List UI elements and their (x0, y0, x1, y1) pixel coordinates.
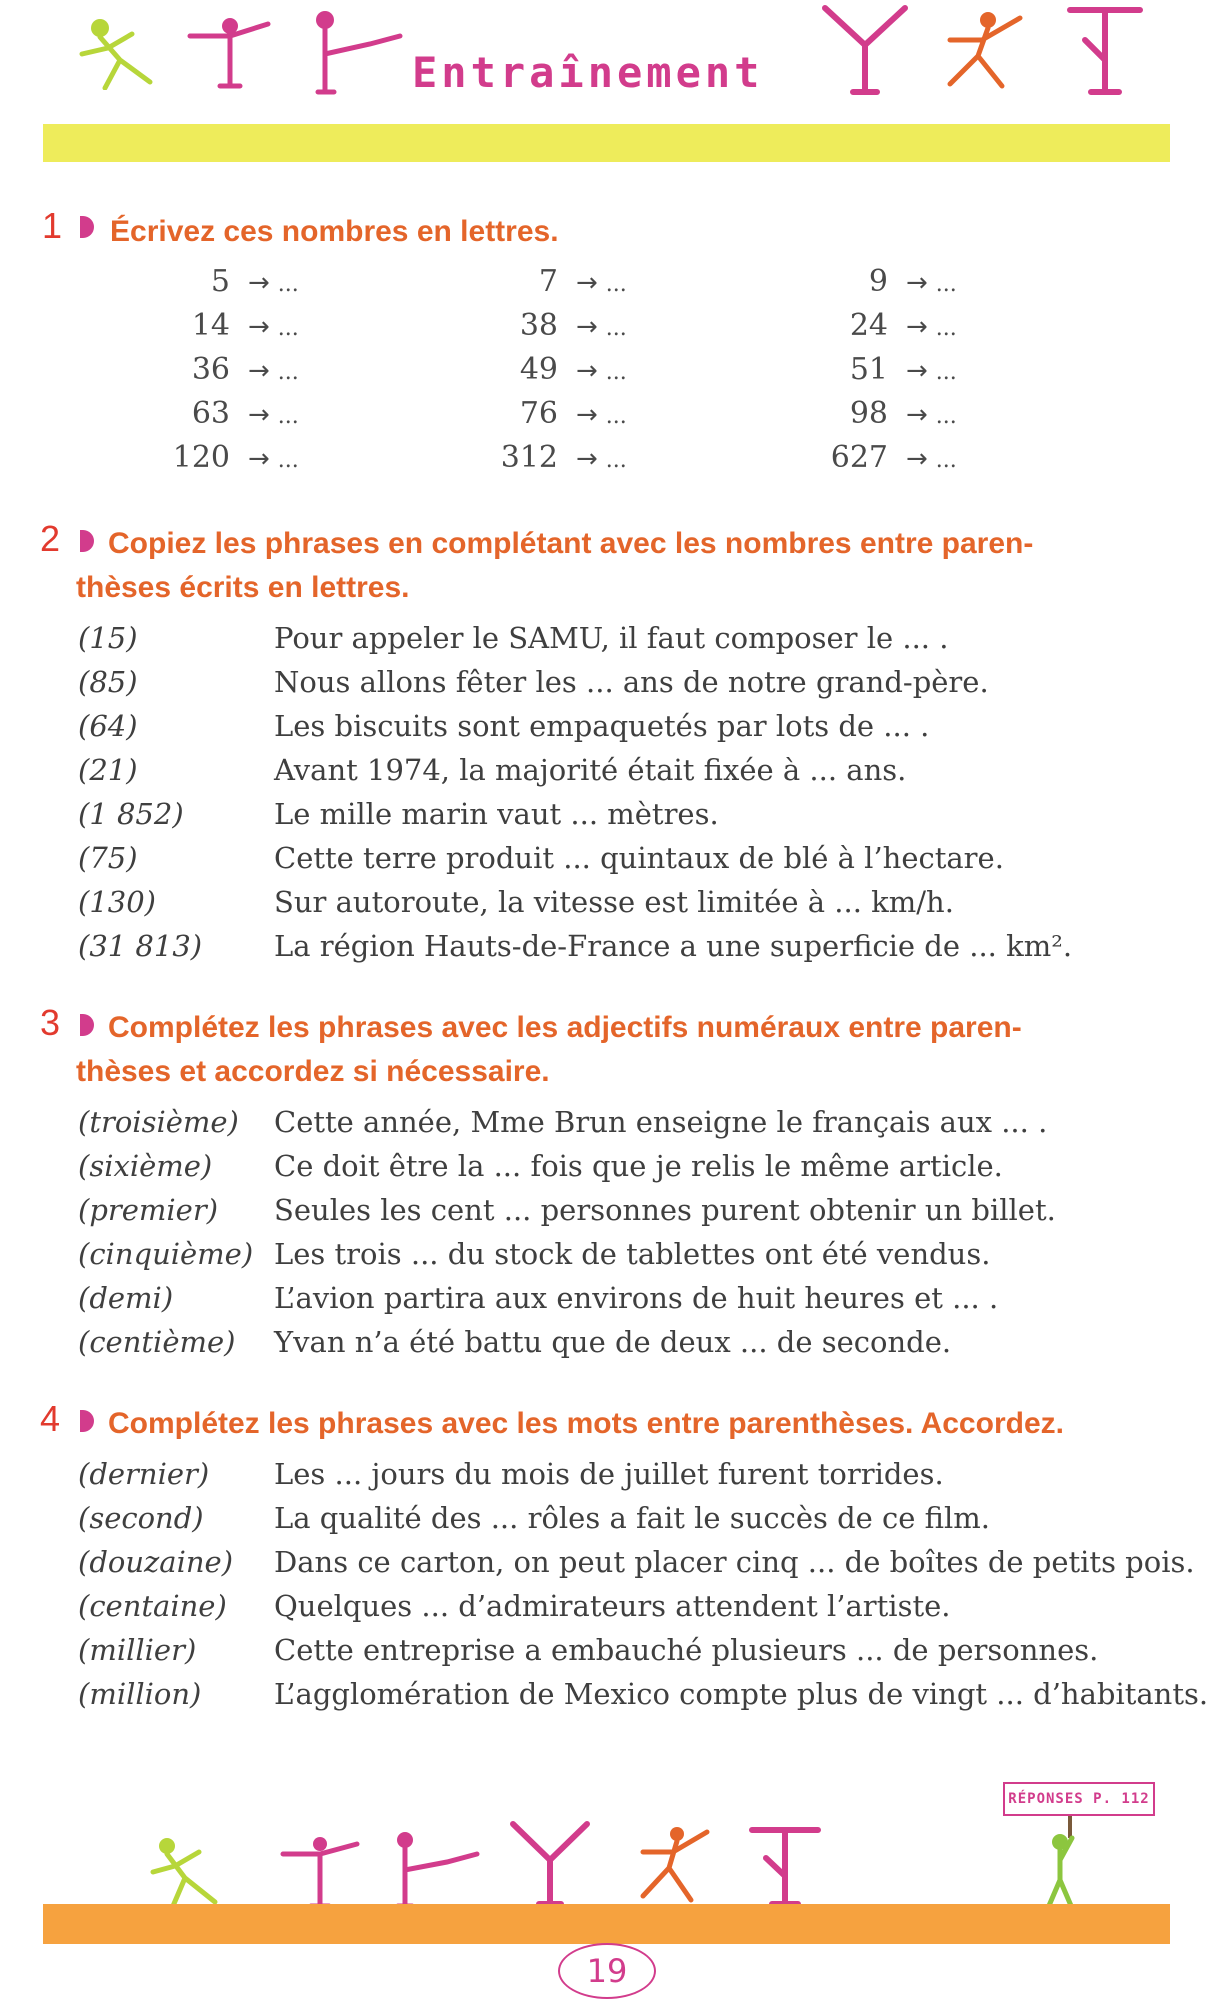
exercise-number: 1 (42, 205, 63, 246)
sentence: Les biscuits sont empaquetés par lots de ... . (274, 709, 930, 743)
hint: (21) (78, 753, 138, 787)
number-value: 38 (519, 308, 558, 343)
acrobat-figure-icon (625, 1822, 715, 1910)
number-value: 627 (830, 440, 888, 475)
sentence-row (78, 792, 1178, 836)
number-value: 63 (191, 396, 230, 431)
hint: (million) (78, 1677, 202, 1711)
blank: ... (605, 404, 627, 429)
acrobat-figure-icon (145, 1830, 235, 1910)
acrobat-figure-icon (815, 0, 915, 100)
number-item (160, 438, 299, 478)
sentence: Cette année, Mme Brun enseigne le français aux ... . (274, 1105, 1048, 1139)
arrow-icon: → (576, 356, 598, 386)
hint: (130) (78, 885, 156, 919)
arrow-icon: → (906, 268, 928, 298)
exercise-instruction: Copiez les phrases en complétant avec les nombres entre paren- (108, 527, 1034, 560)
blank: ... (935, 448, 957, 473)
sentence-row (78, 1320, 1178, 1364)
number-value: 120 (172, 440, 230, 475)
number-value: 76 (519, 396, 558, 431)
acrobat-figure-icon (70, 10, 170, 90)
acrobat-figure-icon (300, 4, 410, 99)
exercise-instruction: Écrivez ces nombres en lettres. (110, 215, 559, 248)
blank: ... (605, 360, 627, 385)
exercise-instruction-continued: thèses écrits en lettres. (76, 571, 410, 604)
exercise-instruction: Complétez les phrases avec les mots entre parenthèses. Accordez. (108, 1407, 1064, 1440)
number-item (488, 262, 627, 302)
sentence-row (78, 1496, 1178, 1540)
blank: ... (277, 316, 299, 341)
arrow-icon: → (906, 400, 928, 430)
number-item (488, 438, 627, 478)
arrow-icon: → (248, 356, 270, 386)
blank: ... (935, 272, 957, 297)
sentence-row (78, 1232, 1178, 1276)
header-band (43, 124, 1170, 162)
sentence: Pour appeler le SAMU, il faut composer le ... . (274, 621, 949, 655)
arrow-icon: → (248, 444, 270, 474)
blank: ... (605, 316, 627, 341)
hint: (millier) (78, 1633, 197, 1667)
sentence-row (78, 660, 1178, 704)
number-value: 5 (210, 264, 230, 299)
arrow-icon: → (906, 356, 928, 386)
number-value: 9 (868, 264, 888, 299)
sentence: Le mille marin vaut ... mètres. (274, 797, 719, 831)
sentence: Quelques ... d’admirateurs attendent l’artiste. (274, 1589, 951, 1623)
sentence: Nous allons fêter les ... ans de notre grand-père. (274, 665, 989, 699)
acrobat-figure-icon (385, 1826, 485, 1910)
blank: ... (605, 272, 627, 297)
exercise-number: 4 (40, 1398, 61, 1439)
number-value: 49 (519, 352, 558, 387)
number-item (160, 262, 299, 302)
exercise-marker-icon (80, 530, 94, 552)
hint: (dernier) (78, 1457, 210, 1491)
number-item (488, 306, 627, 346)
acrobat-figure-icon (1055, 0, 1155, 100)
arrow-icon: → (576, 268, 598, 298)
sentence: Avant 1974, la majorité était fixée à ... ans. (274, 753, 907, 787)
number-item (818, 438, 957, 478)
blank: ... (935, 316, 957, 341)
page-title: Entraînement (412, 48, 764, 97)
hint: (31 813) (78, 929, 203, 963)
sentence: Les ... jours du mois de juillet furent torrides. (274, 1457, 944, 1491)
sentence-row (78, 704, 1178, 748)
sentence: Seules les cent ... personnes purent obtenir un billet. (274, 1193, 1056, 1227)
sentence-row (78, 1188, 1178, 1232)
arrow-icon: → (248, 268, 270, 298)
sentence: L’avion partira aux environs de huit heures et ... . (274, 1281, 999, 1315)
number-value: 36 (191, 352, 230, 387)
acrobat-figure-icon (180, 6, 280, 96)
sentence: Cette entreprise a embauché plusieurs ... de personnes. (274, 1633, 1099, 1667)
sentence-row (78, 1452, 1178, 1496)
arrow-icon: → (906, 312, 928, 342)
number-item (818, 306, 957, 346)
acrobat-figure-icon (275, 1826, 365, 1910)
number-item (160, 394, 299, 434)
number-item (488, 394, 627, 434)
acrobat-figure-icon (930, 6, 1030, 96)
blank: ... (277, 272, 299, 297)
acrobat-figure-icon (740, 1822, 830, 1910)
acrobat-figure-icon (505, 1818, 595, 1910)
blank: ... (277, 360, 299, 385)
number-item (160, 306, 299, 346)
blank: ... (935, 404, 957, 429)
arrow-icon: → (576, 444, 598, 474)
hint: (centième) (78, 1325, 236, 1359)
hint: (1 852) (78, 797, 184, 831)
number-value: 312 (500, 440, 558, 475)
arrow-icon: → (248, 400, 270, 430)
number-item (818, 350, 957, 390)
hint: (cinquième) (78, 1237, 254, 1271)
exercise-marker-icon (80, 216, 94, 238)
sentence-row (78, 1672, 1209, 1716)
sentence-row (78, 924, 1178, 968)
hint: (85) (78, 665, 138, 699)
answers-reference: RÉPONSES P. 112 (1003, 1782, 1155, 1816)
hint: (sixième) (78, 1149, 213, 1183)
footer-band (43, 1904, 1170, 1944)
number-value: 24 (849, 308, 888, 343)
sentence-row (78, 616, 1178, 660)
arrow-icon: → (576, 312, 598, 342)
hint: (second) (78, 1501, 204, 1535)
number-value: 7 (538, 264, 558, 299)
page-number: 19 (558, 1943, 656, 1999)
exercise-marker-icon (80, 1410, 94, 1432)
sign-holder-figure-icon (1038, 1808, 1098, 1912)
sentence: Ce doit être la ... fois que je relis le même article. (274, 1149, 1003, 1183)
sentence: Yvan n’a été battu que de deux ... de seconde. (274, 1325, 952, 1359)
exercise-number: 2 (40, 518, 61, 559)
hint: (centaine) (78, 1589, 227, 1623)
hint: (troisième) (78, 1105, 239, 1139)
exercise-number: 3 (40, 1002, 61, 1043)
blank: ... (605, 448, 627, 473)
hint: (64) (78, 709, 138, 743)
exercise-instruction-continued: thèses et accordez si nécessaire. (76, 1055, 550, 1088)
sentence-row (78, 1100, 1178, 1144)
hint: (premier) (78, 1193, 219, 1227)
number-item (818, 394, 957, 434)
exercise-instruction: Complétez les phrases avec les adjectifs numéraux entre paren- (108, 1011, 1022, 1044)
sentence: L’agglomération de Mexico compte plus de vingt ... d’habitants. (274, 1677, 1209, 1711)
sentence: Les trois ... du stock de tablettes ont été vendus. (274, 1237, 991, 1271)
sentence-row (78, 1540, 1195, 1584)
sentence-row (78, 1144, 1178, 1188)
hint: (75) (78, 841, 138, 875)
number-item (488, 350, 627, 390)
number-value: 14 (191, 308, 230, 343)
blank: ... (277, 404, 299, 429)
exercise-marker-icon (80, 1014, 94, 1036)
blank: ... (277, 448, 299, 473)
sentence: La région Hauts-de-France a une superficie de ... km². (274, 929, 1073, 963)
sentence: Dans ce carton, on peut placer cinq ... de boîtes de petits pois. (274, 1545, 1195, 1579)
number-value: 51 (849, 352, 888, 387)
number-item (160, 350, 299, 390)
arrow-icon: → (248, 312, 270, 342)
number-value: 98 (849, 396, 888, 431)
hint: (15) (78, 621, 138, 655)
sentence-row (78, 1628, 1178, 1672)
sentence: La qualité des ... rôles a fait le succès de ce film. (274, 1501, 990, 1535)
sentence-row (78, 748, 1178, 792)
arrow-icon: → (576, 400, 598, 430)
sentence-row (78, 880, 1178, 924)
number-item (818, 262, 957, 302)
sentence-row (78, 1276, 1178, 1320)
hint: (demi) (78, 1281, 174, 1315)
blank: ... (935, 360, 957, 385)
sentence: Cette terre produit ... quintaux de blé à l’hectare. (274, 841, 1004, 875)
sentence-row (78, 836, 1178, 880)
hint: (douzaine) (78, 1545, 234, 1579)
sentence: Sur autoroute, la vitesse est limitée à ... km/h. (274, 885, 954, 919)
arrow-icon: → (906, 444, 928, 474)
sentence-row (78, 1584, 1178, 1628)
